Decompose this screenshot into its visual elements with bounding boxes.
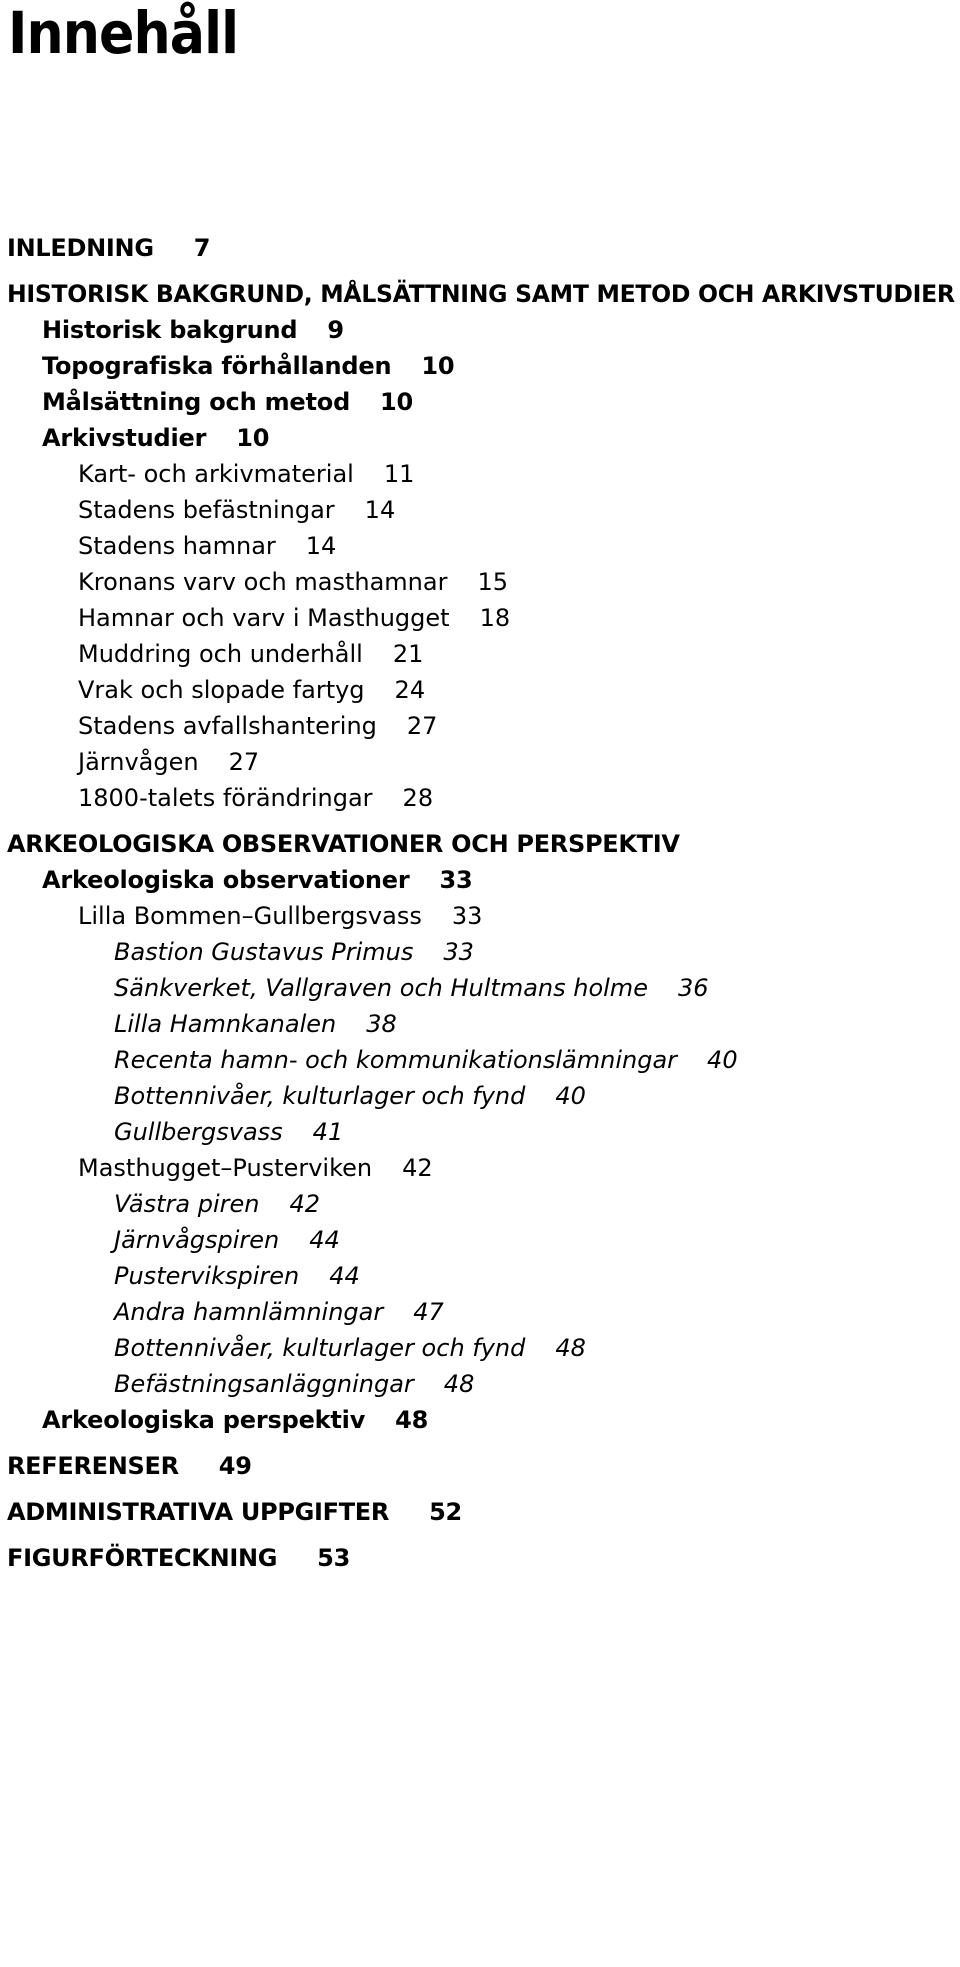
toc-entry <box>114 1364 474 1404</box>
toc-entry-page: 52 <box>429 1498 462 1526</box>
toc-entry-title: Recenta hamn- och kommunikationslämningar <box>114 1046 678 1074</box>
toc-entry-title: Muddring och underhåll <box>78 640 363 668</box>
toc-entry <box>114 1004 397 1044</box>
toc-entry-page: 9 <box>327 316 344 344</box>
toc-entry-page: 33 <box>443 938 474 966</box>
toc-entry <box>78 598 510 638</box>
toc-entry-page: 10 <box>380 388 414 416</box>
toc-entry <box>7 1492 462 1532</box>
toc-entry <box>78 778 433 818</box>
toc-entry-title: Arkeologiska observationer <box>42 866 410 894</box>
toc-entry <box>114 1256 360 1296</box>
toc-entry-page: 47 <box>413 1298 444 1326</box>
toc-entry <box>7 1538 350 1578</box>
toc-entry-title: Målsättning och metod <box>42 388 351 416</box>
toc-entry-page: 10 <box>236 424 270 452</box>
toc-entry-title: Gullbergsvass <box>114 1118 283 1146</box>
toc-entry-page: 14 <box>305 532 337 560</box>
toc-entry <box>114 1328 586 1368</box>
toc-entry-page: 21 <box>392 640 424 668</box>
toc-entry-title: Järnvågspiren <box>114 1226 280 1254</box>
toc-entry <box>114 932 474 972</box>
toc-entry-title: Stadens hamnar <box>78 532 276 560</box>
toc-entry <box>78 706 437 746</box>
page-title: Innehåll <box>8 0 239 67</box>
toc-entry-title: Masthugget–Pusterviken <box>78 1154 373 1182</box>
toc-entry-title: Bottennivåer, kulturlager och fynd <box>114 1082 526 1110</box>
toc-entry <box>114 1040 738 1080</box>
toc-entry-title: Bastion Gustavus Primus <box>114 938 414 966</box>
toc-entry <box>78 526 336 566</box>
toc-entry-page: 10 <box>421 352 455 380</box>
toc-entry-title: Lilla Hamnkanalen <box>114 1010 337 1038</box>
toc-entry-page: 24 <box>394 676 426 704</box>
toc-entry <box>42 860 473 900</box>
toc-entry-title: Lilla Bommen–Gullbergsvass <box>78 902 422 930</box>
toc-entry-page: 33 <box>439 866 473 894</box>
toc-entry-title: Kronans varv och masthamnar <box>78 568 448 596</box>
toc-entry-title: Stadens avfallshantering <box>78 712 377 740</box>
toc-entry-title: Befästningsanläggningar <box>114 1370 414 1398</box>
toc-entry-title: Bottennivåer, kulturlager och fynd <box>114 1334 526 1362</box>
toc-entry <box>7 228 210 268</box>
toc-entry <box>78 742 259 782</box>
toc-entry-page: 42 <box>402 1154 433 1182</box>
toc-entry-title: FIGURFÖRTECKNING <box>7 1544 278 1572</box>
toc-entry-page: 44 <box>309 1226 340 1254</box>
toc-entry-title: 1800-talets förändringar <box>78 784 373 812</box>
toc-entry-title: Sänkverket, Vallgraven och Hultmans holme <box>114 974 648 1002</box>
toc-entry <box>78 896 482 936</box>
toc-entry-page: 27 <box>228 748 260 776</box>
toc-entry <box>7 274 955 314</box>
toc-entry-title: Pustervikspiren <box>114 1262 300 1290</box>
toc-entry <box>78 454 414 494</box>
toc-entry-title: ARKEOLOGISKA OBSERVATIONER OCH PERSPEKTIV <box>7 830 680 858</box>
toc-entry <box>78 490 395 530</box>
toc-entry-title: Arkivstudier <box>42 424 207 452</box>
toc-entry-title: Topografiska förhållanden <box>42 352 392 380</box>
toc-entry-page: 48 <box>395 1406 429 1434</box>
toc-entry-page: 40 <box>707 1046 738 1074</box>
toc-entry <box>114 1076 586 1116</box>
toc-entry-page: 28 <box>402 784 434 812</box>
toc-entry-title: Andra hamnlämningar <box>114 1298 384 1326</box>
toc-entry-title: Järnvågen <box>78 748 199 776</box>
toc-entry-title: Hamnar och varv i Masthugget <box>78 604 450 632</box>
toc-entry-title: Stadens befästningar <box>78 496 335 524</box>
toc-entry <box>7 824 680 864</box>
toc-entry-page: 27 <box>406 712 438 740</box>
toc-entry-page: 41 <box>312 1118 344 1146</box>
toc-entry <box>78 1148 433 1188</box>
toc-entry-title: Vrak och slopade fartyg <box>78 676 365 704</box>
toc-entry-title: INLEDNING <box>7 234 154 262</box>
toc-entry-page: 33 <box>451 902 483 930</box>
toc-entry-title: REFERENSER <box>7 1452 179 1480</box>
toc-entry-page: 40 <box>555 1082 586 1110</box>
toc-entry <box>42 418 269 458</box>
toc-entry <box>7 1446 252 1486</box>
toc-entry-page: 14 <box>364 496 396 524</box>
toc-entry <box>114 1184 320 1224</box>
toc-entry-page: 15 <box>477 568 508 596</box>
toc-entry <box>78 670 425 710</box>
toc-entry <box>78 562 508 602</box>
toc-entry <box>42 310 344 350</box>
toc-entry-page: 49 <box>218 1452 252 1480</box>
toc-entry <box>114 1112 343 1152</box>
toc-entry-page: 42 <box>289 1190 320 1218</box>
toc-entry-page: 18 <box>479 604 511 632</box>
toc-entry-page: 44 <box>329 1262 360 1290</box>
toc-entry-title: Västra piren <box>114 1190 260 1218</box>
toc-entry <box>42 1400 428 1440</box>
toc-entry-title: Historisk bakgrund <box>42 316 298 344</box>
toc-entry-page: 7 <box>193 234 211 262</box>
toc-entry-page: 48 <box>443 1370 475 1398</box>
toc-entry-title: Arkeologiska perspektiv <box>42 1406 366 1434</box>
toc-entry-page: 48 <box>555 1334 586 1362</box>
toc-entry <box>42 346 454 386</box>
toc-entry <box>42 382 413 422</box>
toc-entry-page: 38 <box>366 1010 397 1038</box>
toc-entry-page: 36 <box>677 974 709 1002</box>
toc-entry <box>114 1292 444 1332</box>
toc-entry-title: HISTORISK BAKGRUND, MÅLSÄTTNING SAMT METOD OCH ARKIVSTUDIER <box>7 280 955 308</box>
toc-entry-title: Kart- och arkivmaterial <box>78 460 354 488</box>
toc-entry-title: ADMINISTRATIVA UPPGIFTER <box>7 1498 390 1526</box>
toc-entry-page: 11 <box>383 460 415 488</box>
toc-entry-page: 53 <box>317 1544 350 1572</box>
toc-entry <box>114 1220 340 1260</box>
toc-entry <box>114 968 709 1008</box>
toc-entry <box>78 634 423 674</box>
